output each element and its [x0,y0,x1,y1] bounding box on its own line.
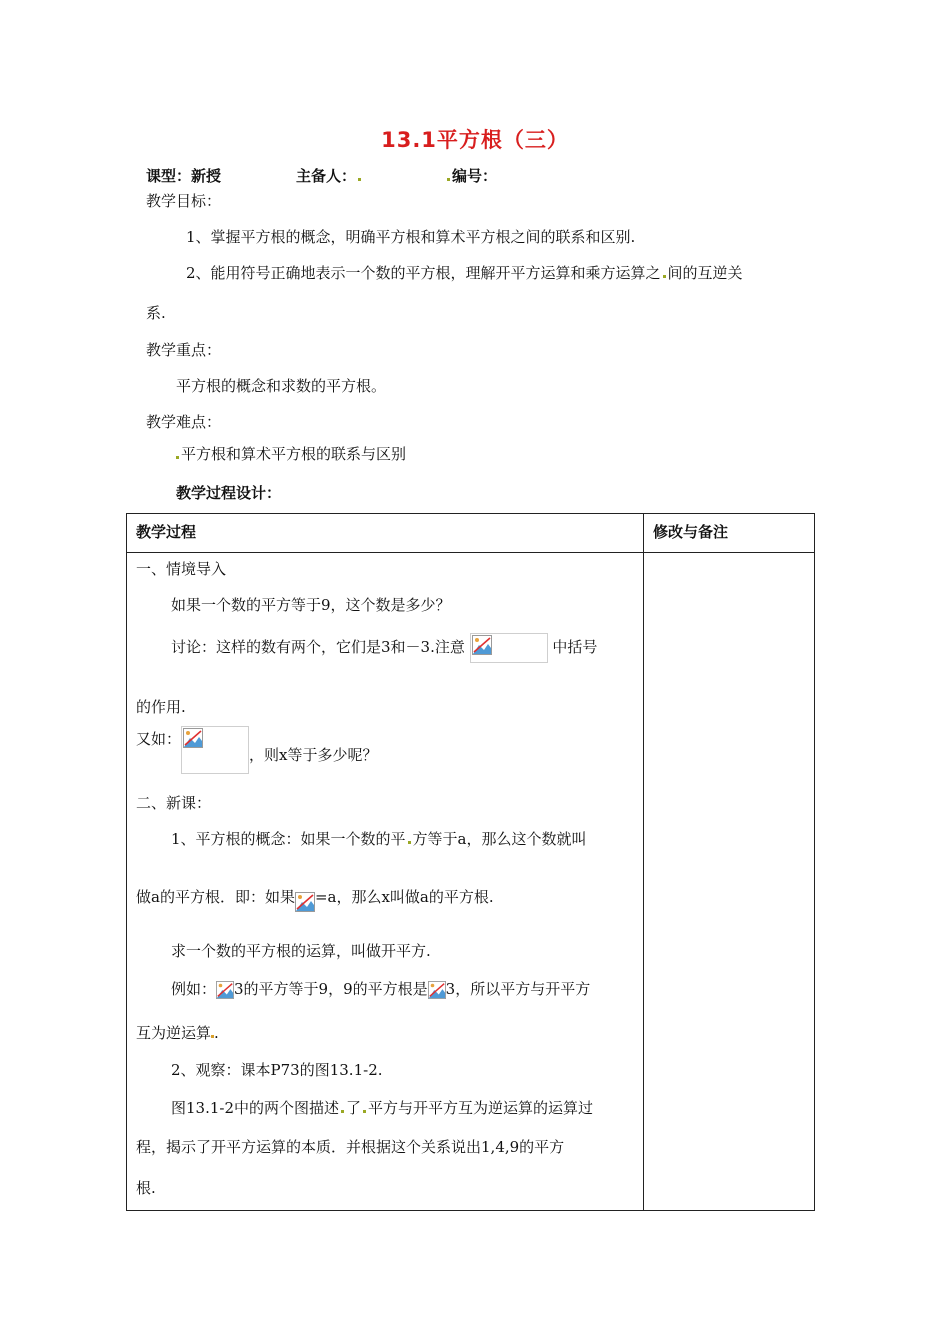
image-placeholder-icon [472,635,492,655]
image-placeholder-icon [295,892,315,912]
goal-1: 1、掌握平方根的概念，明确平方根和算术平方根之间的联系和区别. [186,228,636,246]
section-1-question: 如果一个数的平方等于9，这个数是多少？ [171,596,451,614]
section-1-discussion-cont: 的作用. [136,698,186,716]
formula-image [295,892,315,912]
formula-image [181,726,249,774]
figure-line-1: 图13.1-2中的两个图描述 了 平方与开平方互为逆运算的运算过 [171,1099,594,1117]
difficulties-text: 平方根和算术平方根的联系与区别 [174,443,406,464]
dot-mark [363,1110,366,1113]
difficulties-heading: 教学难点： [146,413,222,431]
page-title: 13.1平方根（三） [381,128,569,152]
dot-mark [663,275,666,278]
section-2-heading: 二、新课： [136,794,212,812]
example-line: 例如： 3的平方等于9，9的平方根是 3，所以平方与开平方 [171,980,591,998]
formula-image [216,981,234,999]
image-placeholder-icon [216,981,234,999]
goal-2: 2、能用符号正确地表示一个数的平方根，理解开平方运算和乘方运算之 间的互逆关 [186,264,743,282]
concept-line-3: 求一个数的平方根的运算，叫做开平方. [171,942,431,960]
formula-image [428,981,446,999]
key-points-heading: 教学重点： [146,341,222,359]
image-placeholder-icon [428,981,446,999]
section-1-discussion: 讨论：这样的数有两个，它们是3和－3.注意 中括号 [171,633,597,663]
dot-mark [176,456,179,459]
image-placeholder-icon [183,728,203,748]
header-divider [127,552,814,553]
preparer-label: 主备人： [296,165,363,186]
column-divider [643,514,644,1210]
goals-heading: 教学目标： [146,192,222,210]
col-notes-header: 修改与备注 [653,523,729,541]
dot-mark [408,841,411,844]
concept-line-2: 做a的平方根．即：如果 =a，那么x叫做a的平方根. [136,884,494,912]
dot-mark [447,178,450,181]
example-line-cont: 互为逆运算 . [136,1024,219,1042]
lesson-table [126,513,815,1211]
col-process-header: 教学过程 [136,523,197,541]
dot-mark [341,1110,344,1113]
observe-line: 2、观察：课本P73的图13.1-2. [171,1061,383,1079]
section-1-heading: 一、情境导入 [136,560,227,578]
figure-line-2: 程，揭示了开平方运算的本质．并根据这个关系说出1,4,9的平方 [136,1138,565,1156]
section-1-also: 又如： ，则x等于多少呢？ [136,728,377,774]
key-points-text: 平方根的概念和求数的平方根。 [176,377,387,395]
goal-2-continued: 系. [146,304,166,322]
figure-line-3: 根. [136,1179,156,1197]
concept-line-1: 1、平方根的概念：如果一个数的平 方等于a，那么这个数就叫 [171,830,587,848]
number-label: 编号： [445,165,497,186]
dot-mark [358,178,361,181]
process-heading: 教学过程设计： [176,484,282,502]
lesson-type: 课型：新授 [146,167,222,185]
formula-image [470,633,548,663]
